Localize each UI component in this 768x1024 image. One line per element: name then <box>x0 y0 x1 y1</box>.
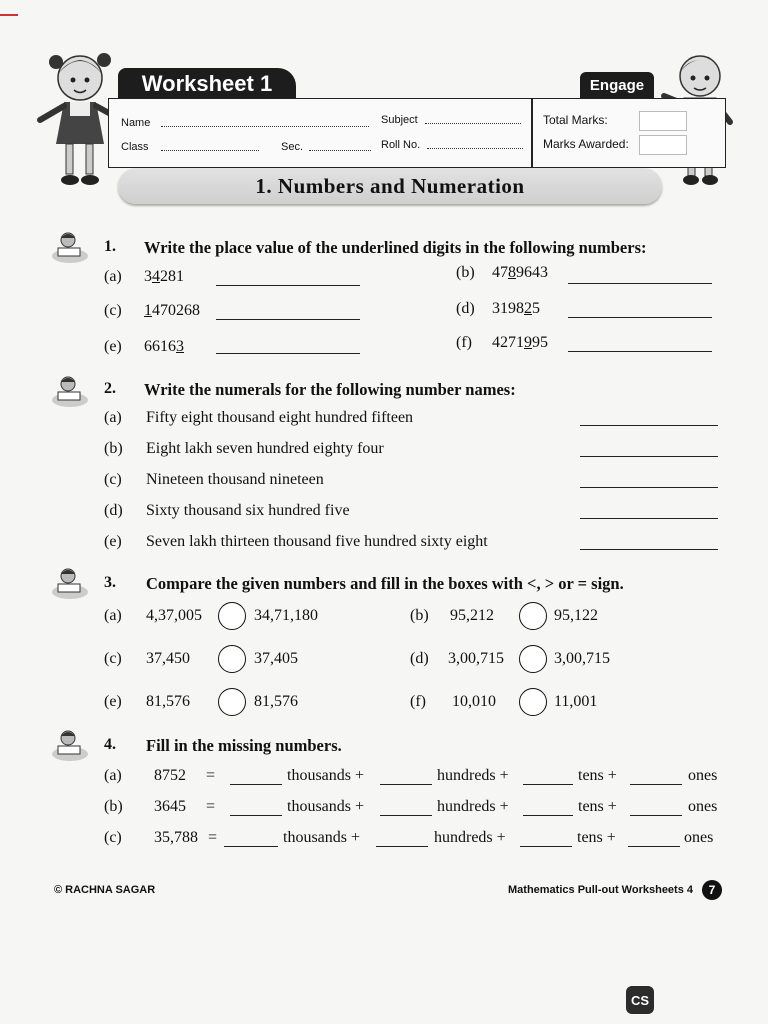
q3-compare-circle-c[interactable] <box>218 645 246 673</box>
q3-label-d: (d) <box>410 650 429 667</box>
q1-number-f: 4271995 <box>492 334 548 351</box>
q4-number: 4. <box>104 736 116 753</box>
q4-equals-a: = <box>206 767 216 784</box>
q1-answer-f[interactable] <box>568 350 712 352</box>
q2-text-c: Nineteen thousand nineteen <box>146 471 324 488</box>
total-marks-label: Total Marks: <box>543 113 608 127</box>
q2-title: Write the numerals for the following number names: <box>144 380 516 399</box>
student-reading-icon <box>48 230 90 264</box>
q4-ones-b[interactable] <box>630 814 682 816</box>
q3-left-c: 37,450 <box>146 650 190 667</box>
q4-number-c: 35,788 <box>154 829 198 846</box>
q4-hundreds-a[interactable] <box>380 783 432 785</box>
q2-text-e: Seven lakh thirteen thousand five hundred sixty eight <box>146 533 488 550</box>
q4-title: Fill in the missing numbers. <box>146 736 342 755</box>
q3-title: Compare the given numbers and fill in the boxes with <, > or = sign. <box>146 574 624 593</box>
q3-label-a: (a) <box>104 607 122 624</box>
subject-field[interactable] <box>425 113 521 124</box>
chapter-title: 1. Numbers and Numeration <box>118 168 662 204</box>
marks-awarded-label: Marks Awarded: <box>543 137 629 151</box>
worksheet-title: Worksheet 1 <box>118 68 296 100</box>
q1-number-a: 34281 <box>144 268 184 285</box>
sec-field[interactable] <box>309 140 371 151</box>
class-label: Class <box>121 141 149 153</box>
q2-answer-a[interactable] <box>580 424 718 426</box>
q4-ones-a[interactable] <box>630 783 682 785</box>
q4-hundreds-b[interactable] <box>380 814 432 816</box>
q4-ones-word-b: ones <box>688 798 718 815</box>
q3-right-b: 95,122 <box>554 607 598 624</box>
student-reading-icon <box>48 566 90 600</box>
q3-left-a: 4,37,005 <box>146 607 202 624</box>
q2-label-a: (a) <box>104 409 122 426</box>
q4-thousands-word-c: thousands + <box>283 829 361 846</box>
q3-label-f: (f) <box>410 693 426 710</box>
q3-compare-circle-b[interactable] <box>519 602 547 630</box>
q4-thousands-b[interactable] <box>230 814 282 816</box>
q3-compare-circle-e[interactable] <box>218 688 246 716</box>
q1-label-b: (b) <box>456 264 475 281</box>
q4-tens-c[interactable] <box>520 845 572 847</box>
q3-left-b: 95,212 <box>450 607 494 624</box>
q4-hundreds-c[interactable] <box>376 845 428 847</box>
q4-hundreds-word-b: hundreds + <box>437 798 509 815</box>
q1-title: Write the place value of the underlined digits in the following numbers: <box>144 238 647 257</box>
q2-answer-c[interactable] <box>580 486 718 488</box>
q3-right-e: 81,576 <box>254 693 298 710</box>
q4-ones-c[interactable] <box>628 845 680 847</box>
camscanner-badge-icon: CS <box>626 986 654 1014</box>
q3-compare-circle-f[interactable] <box>519 688 547 716</box>
q2-text-b: Eight lakh seven hundred eighty four <box>146 440 384 457</box>
sec-label: Sec. <box>281 141 304 153</box>
q4-number-b: 3645 <box>154 798 186 815</box>
q3-left-d: 3,00,715 <box>448 650 504 667</box>
q1-label-d: (d) <box>456 300 475 317</box>
name-field[interactable] <box>161 116 369 127</box>
q4-equals-b: = <box>206 798 216 815</box>
q2-answer-b[interactable] <box>580 455 718 457</box>
q3-left-e: 81,576 <box>146 693 190 710</box>
q2-text-a: Fifty eight thousand eight hundred fifteen <box>146 409 414 426</box>
q1-label-e: (e) <box>104 338 122 355</box>
q4-number-a: 8752 <box>154 767 186 784</box>
q1-number: 1. <box>104 238 116 255</box>
q3-compare-circle-d[interactable] <box>519 645 547 673</box>
q1-label-c: (c) <box>104 302 122 319</box>
q2-label-d: (d) <box>104 502 123 519</box>
q3-label-c: (c) <box>104 650 122 667</box>
q2-text-d: Sixty thousand six hundred five <box>146 502 350 519</box>
total-marks-box[interactable] <box>639 111 687 131</box>
student-reading-icon <box>48 374 90 408</box>
q4-tens-a[interactable] <box>523 783 573 785</box>
q4-thousands-a[interactable] <box>230 783 282 785</box>
q3-right-d: 3,00,715 <box>554 650 610 667</box>
q3-label-e: (e) <box>104 693 122 710</box>
q3-number: 3. <box>104 574 116 591</box>
q1-answer-c[interactable] <box>216 318 360 320</box>
q4-tens-b[interactable] <box>523 814 573 816</box>
roll-no-label: Roll No. <box>381 139 421 151</box>
corner-mark <box>0 14 18 16</box>
q3-left-f: 10,010 <box>452 693 496 710</box>
q1-number-c: 1470268 <box>144 302 200 319</box>
publisher-logo-text: © RACHNA SAGAR <box>54 884 156 896</box>
q1-label-a: (a) <box>104 268 122 285</box>
q4-tens-word-b: tens + <box>578 798 617 815</box>
q1-number-d: 319825 <box>492 300 540 317</box>
subject-label: Subject <box>381 114 418 126</box>
q1-number-b: 4789643 <box>492 264 548 281</box>
q2-answer-e[interactable] <box>580 548 718 550</box>
marks-awarded-box[interactable] <box>639 135 687 155</box>
q4-hundreds-word-a: hundreds + <box>437 767 509 784</box>
q4-thousands-c[interactable] <box>224 845 278 847</box>
student-info-box <box>108 98 726 168</box>
q4-label-a: (a) <box>104 767 122 784</box>
q4-label-c: (c) <box>104 829 122 846</box>
q4-ones-word-a: ones <box>688 767 718 784</box>
q2-answer-d[interactable] <box>580 517 718 519</box>
q2-number: 2. <box>104 380 116 397</box>
q3-right-a: 34,71,180 <box>254 607 318 624</box>
q4-ones-word-c: ones <box>684 829 714 846</box>
engage-tag: Engage <box>580 72 654 98</box>
name-label: Name <box>121 117 151 129</box>
q3-right-f: 11,001 <box>554 693 598 710</box>
q1-answer-d[interactable] <box>568 316 712 318</box>
page-number: 7 <box>702 880 722 900</box>
q4-equals-c: = <box>208 829 218 846</box>
q1-answer-e[interactable] <box>216 352 360 354</box>
q3-label-b: (b) <box>410 607 429 624</box>
book-title: Mathematics Pull-out Worksheets 4 <box>508 884 694 896</box>
header-divider <box>531 99 533 167</box>
q2-label-e: (e) <box>104 533 122 550</box>
student-reading-icon <box>48 728 90 762</box>
roll-no-field[interactable] <box>427 138 523 149</box>
q4-thousands-word-b: thousands + <box>287 798 365 815</box>
q3-compare-circle-a[interactable] <box>218 602 246 630</box>
q2-label-b: (b) <box>104 440 123 457</box>
q4-thousands-word-a: thousands + <box>287 767 365 784</box>
q1-answer-b[interactable] <box>568 282 712 284</box>
q4-hundreds-word-c: hundreds + <box>434 829 506 846</box>
q1-answer-a[interactable] <box>216 284 360 286</box>
q3-right-c: 37,405 <box>254 650 298 667</box>
q2-label-c: (c) <box>104 471 122 488</box>
q4-tens-word-c: tens + <box>577 829 616 846</box>
q1-number-e: 66163 <box>144 338 184 355</box>
q1-label-f: (f) <box>456 334 472 351</box>
class-field[interactable] <box>161 140 259 151</box>
q4-label-b: (b) <box>104 798 123 815</box>
q4-tens-word-a: tens + <box>578 767 617 784</box>
